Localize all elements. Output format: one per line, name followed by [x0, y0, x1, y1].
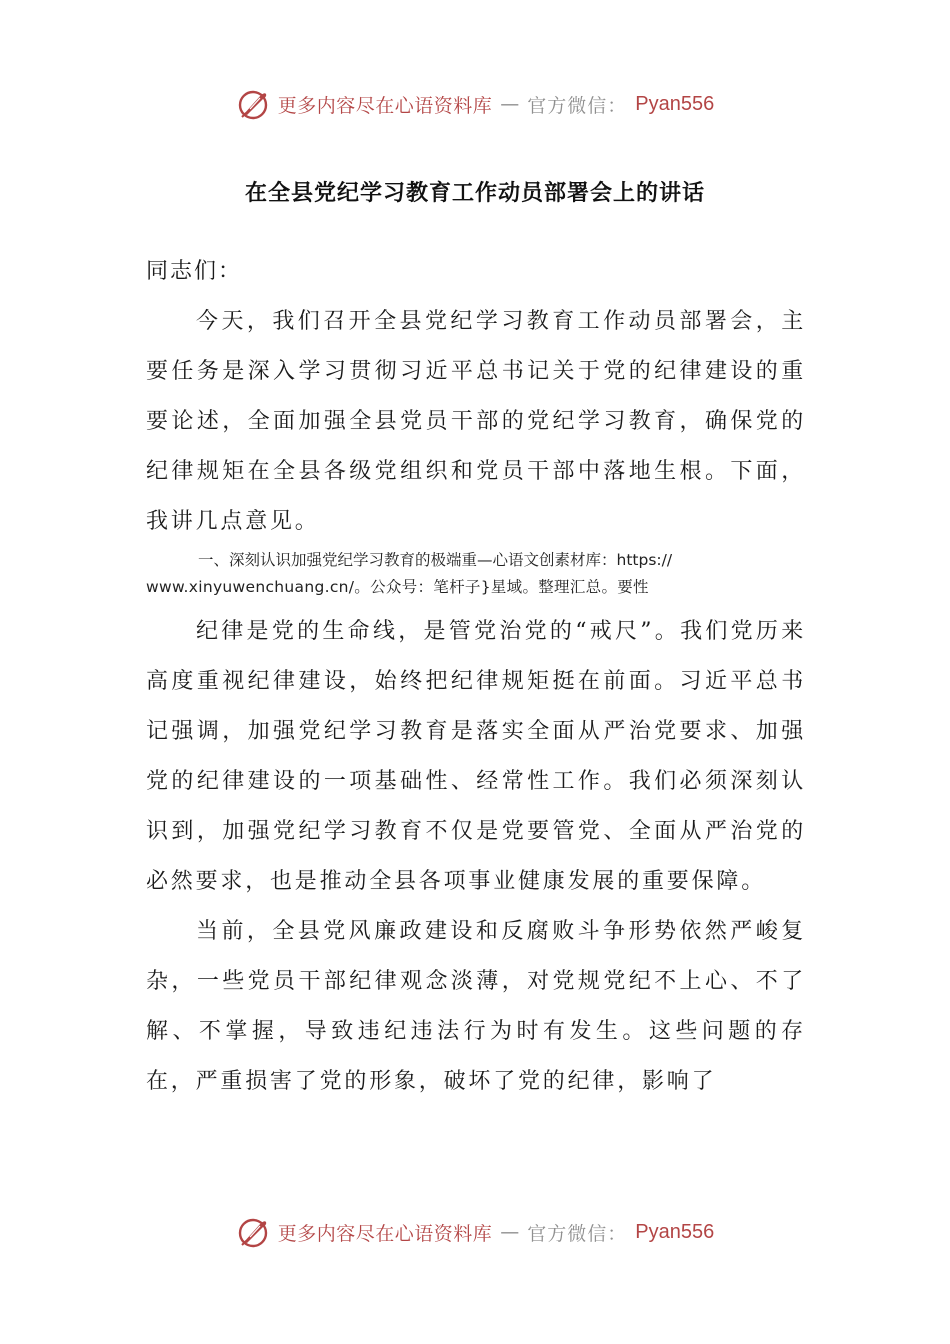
quill-pen-logo-icon	[236, 87, 270, 121]
section-heading	[146, 547, 796, 601]
banner-contact-id: Pyan556	[635, 92, 715, 115]
banner-contact-label: 官方微信：	[527, 94, 628, 117]
section-heading-line-2: www.xinyuwenchuang.cn/。公众号：笔杆子}星域。整理汇总。要性	[146, 578, 649, 596]
banner-dash: —	[500, 93, 520, 115]
banner-brand-text: 更多内容尽在心语资料库	[277, 1222, 493, 1245]
quill-pen-logo-icon	[236, 1215, 270, 1249]
paragraph-discipline: 纪律是党的生命线，是管党治党的“戒尺”。我们党历来高度重视纪律建设，始终把纪律规矩挺在前面。习近平总书记强调，加强党纪学习教育是落实全面从严治党要求、加强党的纪律建设的一项基础性、经常性工作。我们必须深刻认识到，加强党纪学习教育不仅是党要管党、全面从严治党的必然要求，也是推动全县各项事业健康发展的重要保障。	[146, 619, 806, 894]
paragraph-intro: 今天，我们召开全县党纪学习教育工作动员部署会，主要任务是深入学习贯彻习近平总书记关于党的纪律建设的重要论述，全面加强全县党员干部的党纪学习教育，确保党的纪律规矩在全县各级党组织和党员干部中落地生根。下面，我讲几点意见。	[146, 309, 806, 534]
salutation: 同志们：	[146, 259, 243, 284]
banner-dash: —	[500, 1221, 520, 1243]
banner-brand-text: 更多内容尽在心语资料库	[277, 94, 493, 117]
banner-contact-id: Pyan556	[635, 1220, 715, 1243]
document-title: 在全县党纪学习教育工作动员部署会上的讲话	[244, 181, 705, 206]
header-banner	[0, 82, 950, 126]
paragraph-current-situation: 当前，全县党风廉政建设和反腐败斗争形势依然严峻复杂，一些党员干部纪律观念淡薄，对党规党纪不上心、不了解、不掌握，导致违纪违法行为时有发生。这些问题的存在，严重损害了党的形象，破坏了党的纪律，影响了	[146, 919, 806, 1094]
document-body	[146, 247, 806, 1107]
section-heading-line-1: 一、深刻认识加强党纪学习教育的极端重—心语文创素材库：https://	[198, 551, 673, 569]
banner-contact-label: 官方微信：	[527, 1222, 628, 1245]
footer-banner	[0, 1210, 950, 1254]
